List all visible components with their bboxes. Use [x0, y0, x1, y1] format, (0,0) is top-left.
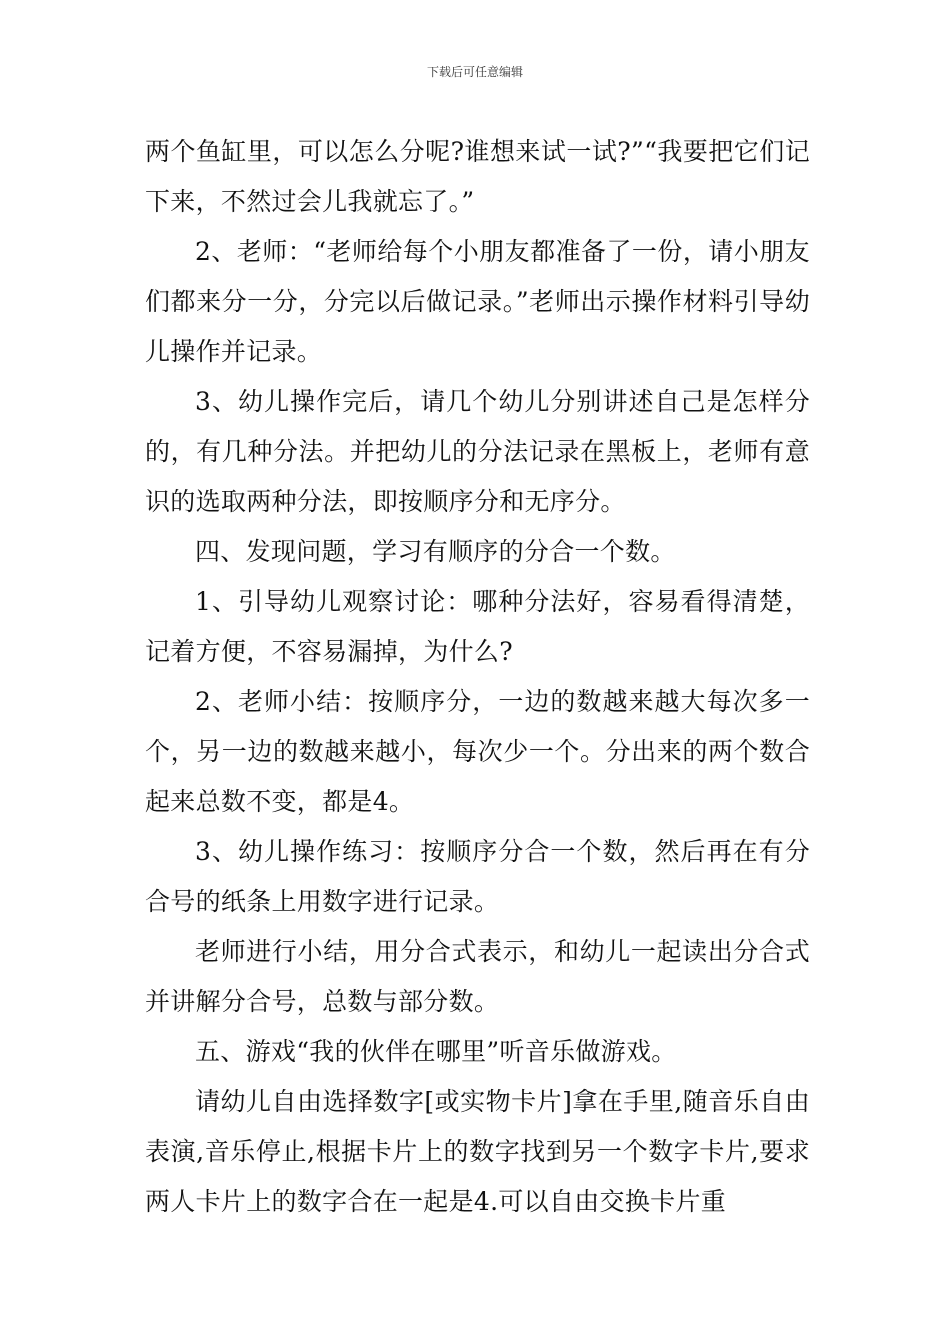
- paragraph-step-3: 3、幼儿操作完后，请几个幼儿分别讲述自己是怎样分的，有几种分法。并把幼儿的分法记录在黑板上，老师有意识的选取两种分法，即按顺序分和无序分。: [145, 387, 810, 516]
- paragraph-section4-step-2: 2、老师小结：按顺序分，一边的数越来越大每次多一个，另一边的数越来越小，每次少一个。分出来的两个数合起来总数不变，都是4。: [145, 687, 810, 816]
- paragraph-section4-step-3: 3、幼儿操作练习：按顺序分合一个数，然后再在有分合号的纸条上用数字进行记录。: [145, 837, 810, 916]
- paragraph-continuation: 两个鱼缸里，可以怎么分呢?谁想来试一试?”“我要把它们记下来，不然过会儿我就忘了。”: [145, 137, 810, 216]
- paragraph-game-instructions: 请幼儿自由选择数字[或实物卡片]拿在手里,随音乐自由表演,音乐停止,根据卡片上的数字找到另一个数字卡片,要求两人卡片上的数字合在一起是4.可以自由交换卡片重: [145, 1087, 810, 1216]
- section-heading-5: 五、游戏“我的伙伴在哪里”听音乐做游戏。: [195, 1037, 677, 1066]
- section-heading-4: 四、发现问题，学习有顺序的分合一个数。: [195, 537, 676, 566]
- paragraph-section4-step-1: 1、引导幼儿观察讨论：哪种分法好，容易看得清楚，记着方便，不容易漏掉，为什么?: [145, 587, 810, 666]
- document-body: [145, 127, 810, 1227]
- paragraph-step-2: 2、老师：“老师给每个小朋友都准备了一份，请小朋友们都来分一分，分完以后做记录。”老师出示操作材料引导幼儿操作并记录。: [145, 237, 810, 366]
- page-header-note: 下载后可任意编辑: [426, 65, 523, 79]
- paragraph-teacher-summary: 老师进行小结，用分合式表示，和幼儿一起读出分合式并讲解分合号，总数与部分数。: [145, 937, 810, 1016]
